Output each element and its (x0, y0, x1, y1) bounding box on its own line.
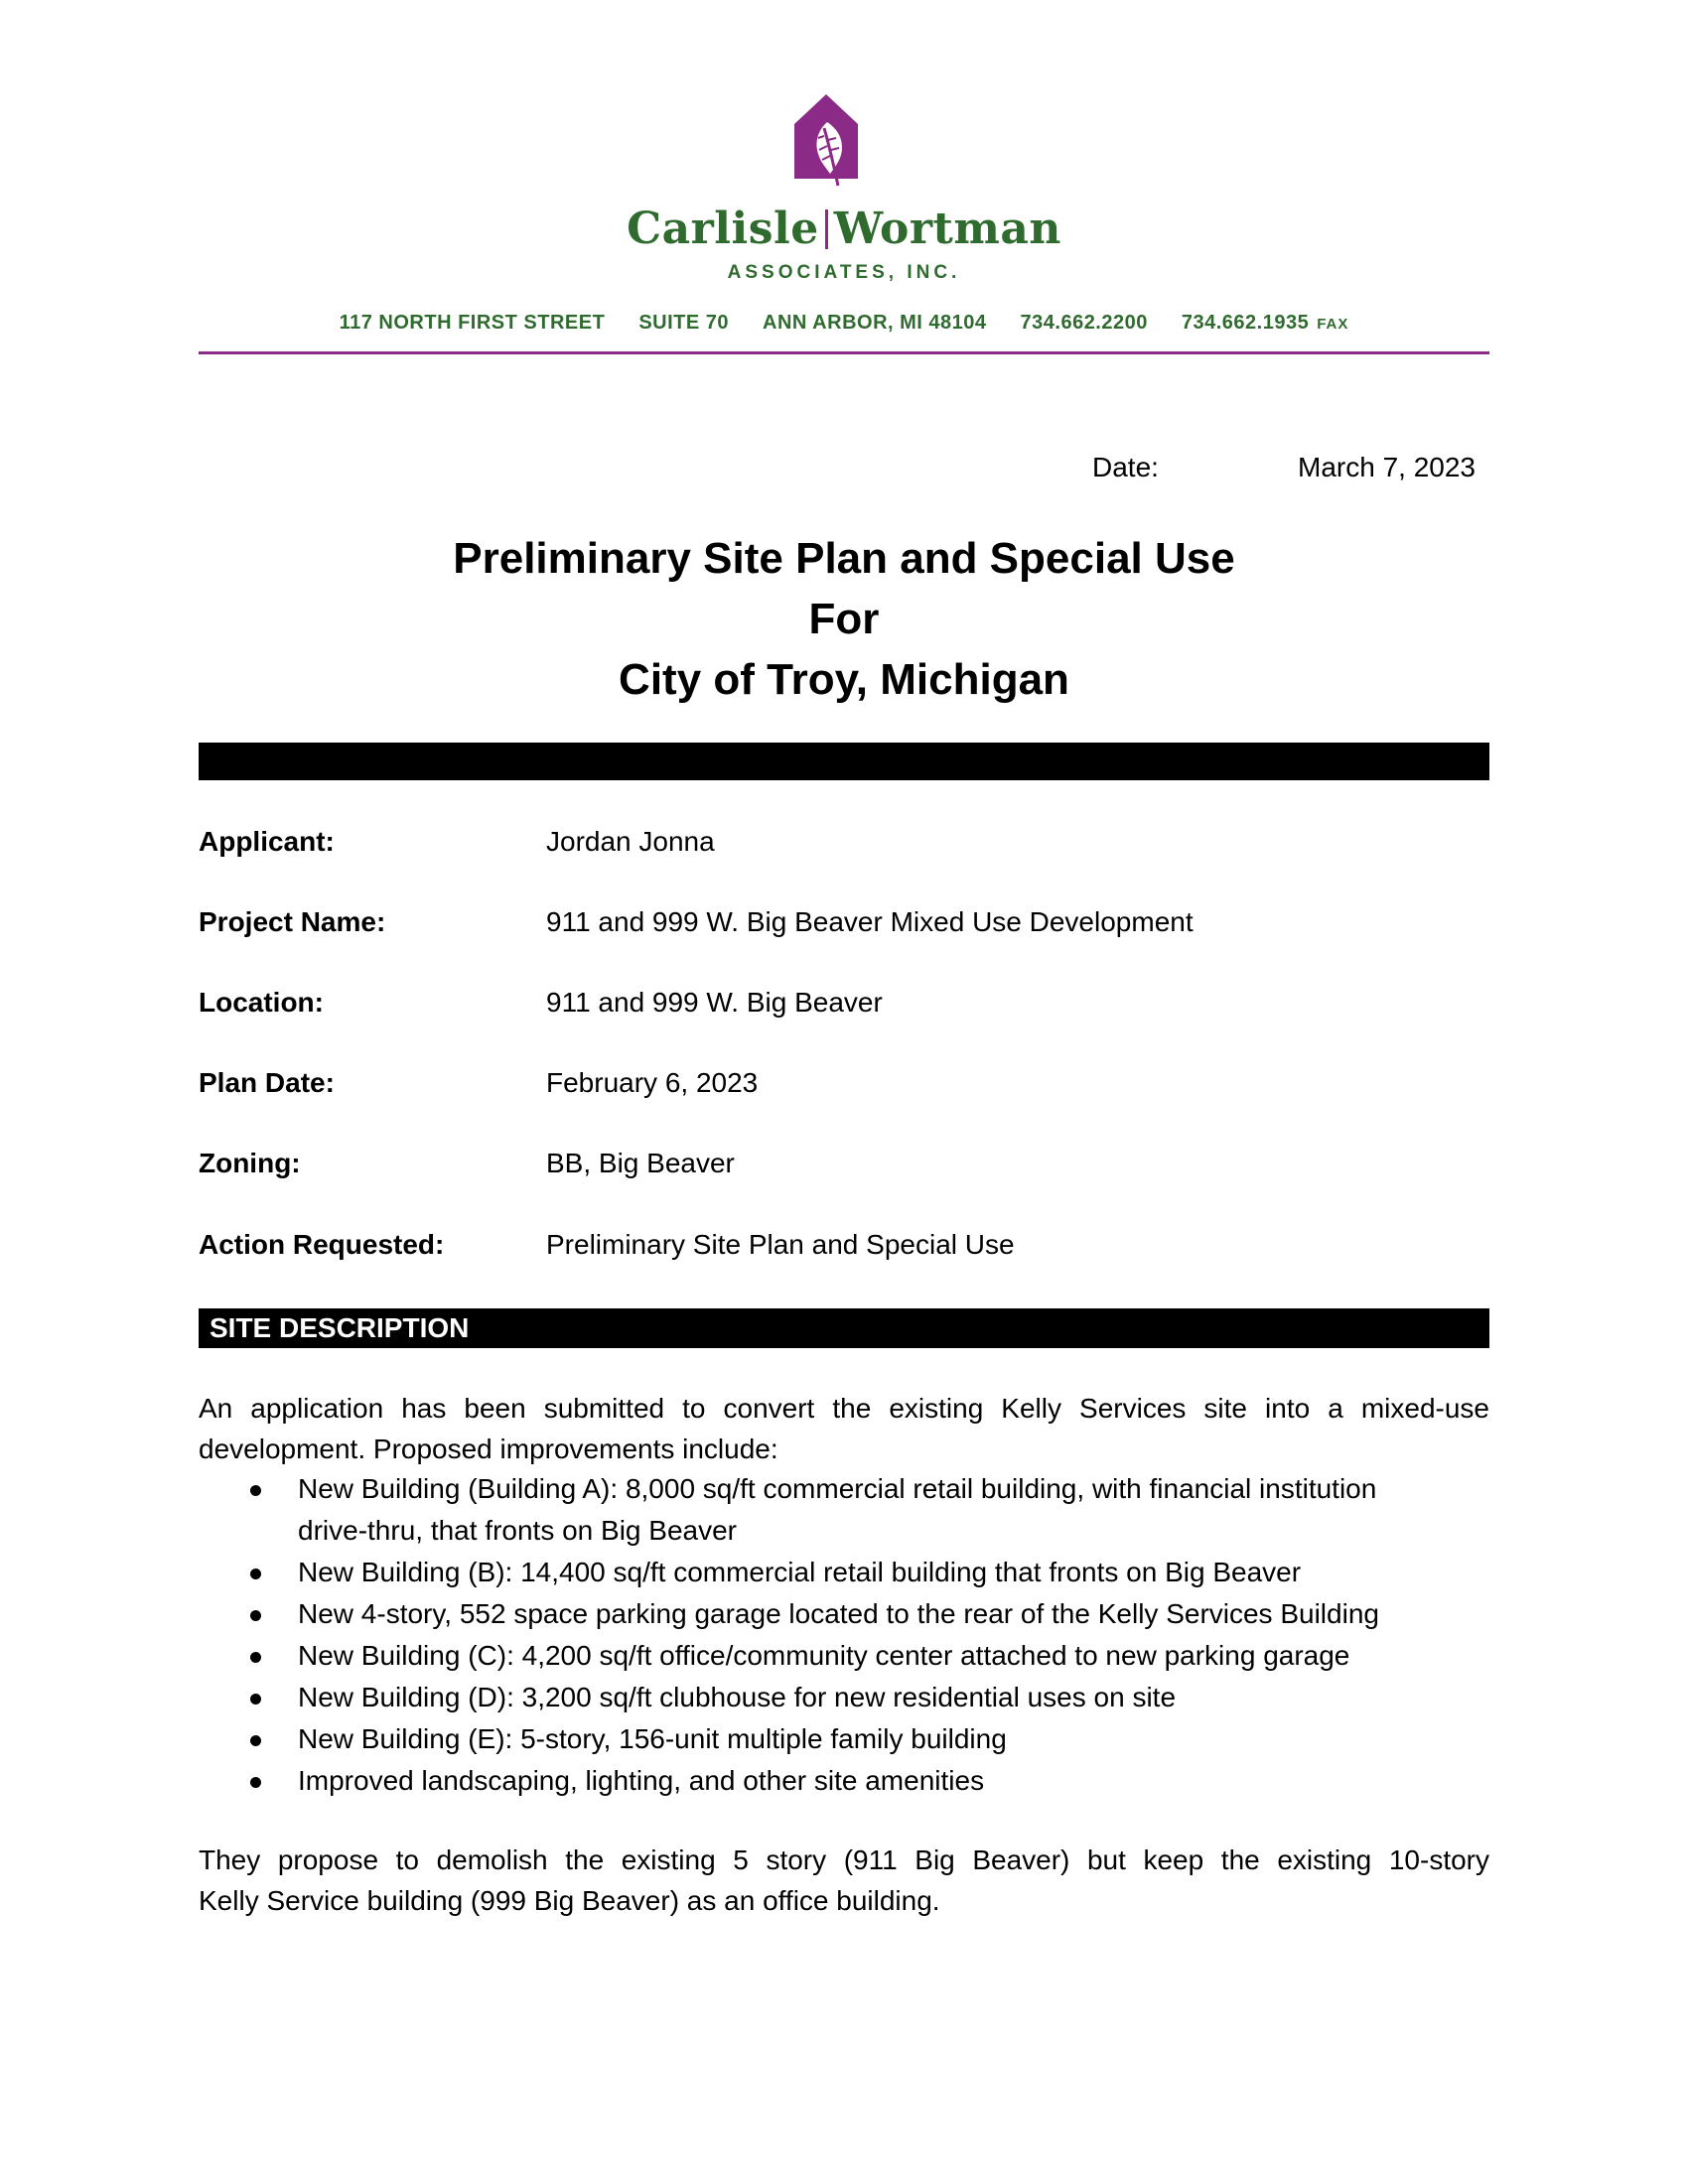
info-row-plan-date (199, 1067, 1489, 1107)
site-description-intro (199, 1388, 1489, 1469)
address-street: 117 NORTH FIRST STREET (339, 312, 606, 334)
info-label: Action Requested: (199, 1229, 445, 1260)
document-title (199, 528, 1489, 710)
list-item (199, 1593, 1489, 1635)
info-label: Applicant: (199, 826, 335, 857)
info-row-project-name (199, 906, 1489, 946)
bullet-icon (250, 1610, 261, 1621)
company-name-divider (825, 209, 828, 249)
site-description-closing (199, 1840, 1489, 1921)
closing-line-2: Kelly Service building (999 Big Beaver) as an office building. (199, 1885, 940, 1916)
bullet-icon (250, 1735, 261, 1746)
info-label: Project Name: (199, 906, 386, 937)
list-item-text: Improved landscaping, lighting, and other site amenities (298, 1765, 985, 1796)
title-line-2: For (808, 595, 880, 643)
list-item (199, 1468, 1489, 1510)
list-item (199, 1635, 1489, 1677)
list-item (199, 1760, 1489, 1802)
bullet-icon (250, 1694, 261, 1705)
bullet-icon (250, 1777, 261, 1788)
company-subtitle: ASSOCIATES, INC. (727, 262, 961, 283)
list-item-text: New Building (E): 5-story, 156-unit multiple family building (298, 1723, 1007, 1754)
letterhead-divider (199, 351, 1489, 354)
intro-line-1: An application has been submitted to convert the existing Kelly Services site into a mixed-use (199, 1393, 1489, 1424)
info-row-applicant (199, 826, 1489, 866)
list-item (199, 1718, 1489, 1760)
address-fax (1182, 312, 1349, 335)
info-row-action-requested (199, 1229, 1489, 1269)
title-divider-bar (199, 743, 1489, 780)
list-item-text: New 4-story, 552 space parking garage located to the rear of the Kelly Services Building (298, 1598, 1379, 1629)
info-value: 911 and 999 W. Big Beaver Mixed Use Development (546, 906, 1194, 937)
section-heading-site-description: SITE DESCRIPTION (199, 1308, 1489, 1348)
address-phone: 734.662.2200 (1020, 312, 1148, 334)
bullet-icon (250, 1485, 261, 1496)
date-value: March 7, 2023 (1298, 452, 1476, 482)
info-value: Jordan Jonna (546, 826, 715, 857)
list-item-text: drive-thru, that fronts on Big Beaver (298, 1515, 737, 1546)
closing-line-1: They propose to demolish the existing 5 story (911 Big Beaver) but keep the existing 10-story (199, 1844, 1489, 1875)
company-name-second: Wortman (833, 204, 1061, 254)
title-line-1: Preliminary Site Plan and Special Use (453, 534, 1235, 583)
address-suite: SUITE 70 (638, 312, 730, 334)
company-name (0, 203, 1688, 256)
list-item-text: New Building (Building A): 8,000 sq/ft commercial retail building, with financial institution (298, 1473, 1377, 1504)
fax-label: FAX (1317, 316, 1349, 333)
list-item-text: New Building (D): 3,200 sq/ft clubhouse for new residential uses on site (298, 1682, 1177, 1712)
info-value: Preliminary Site Plan and Special Use (546, 1229, 1015, 1260)
info-row-location (199, 987, 1489, 1026)
company-name-first: Carlisle (627, 204, 819, 254)
bullet-icon (250, 1652, 261, 1663)
info-label: Location: (199, 987, 324, 1018)
list-item-text: New Building (B): 14,400 sq/ft commercial retail building that fronts on Big Beaver (298, 1557, 1302, 1587)
company-logo-icon (794, 94, 884, 189)
list-item-continuation (199, 1510, 1489, 1552)
company-address (199, 312, 1489, 335)
list-item-text: New Building (C): 4,200 sq/ft office/community center attached to new parking garage (298, 1640, 1350, 1671)
bullet-icon (250, 1569, 261, 1579)
address-city: ANN ARBOR, MI 48104 (763, 312, 987, 334)
title-line-3: City of Troy, Michigan (619, 655, 1069, 704)
info-label: Plan Date: (199, 1067, 335, 1098)
list-item (199, 1552, 1489, 1593)
list-item (199, 1677, 1489, 1718)
info-row-zoning (199, 1148, 1489, 1187)
intro-line-2: development. Proposed improvements include: (199, 1433, 778, 1464)
improvements-list (199, 1468, 1489, 1802)
info-label: Zoning: (199, 1148, 301, 1178)
info-value: BB, Big Beaver (546, 1148, 735, 1178)
info-value: 911 and 999 W. Big Beaver (546, 987, 883, 1018)
info-value: February 6, 2023 (546, 1067, 759, 1098)
fax-number: 734.662.1935 (1181, 312, 1310, 334)
date-label: Date: (1092, 452, 1159, 482)
